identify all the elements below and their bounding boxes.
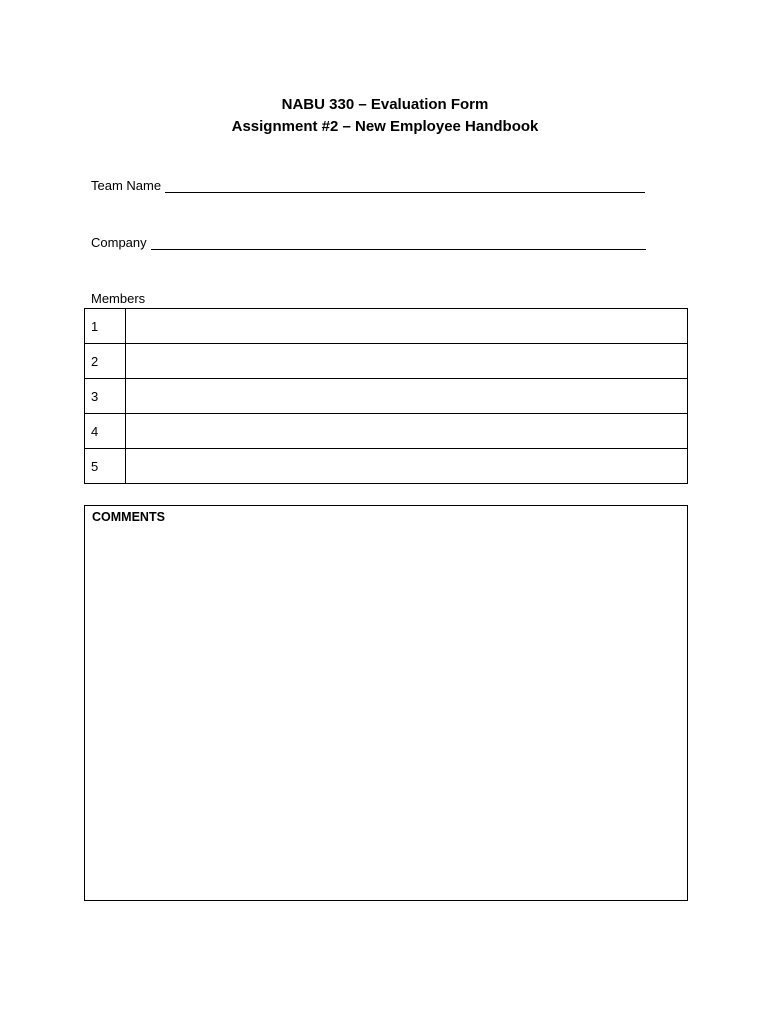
table-row [85,449,688,484]
members-label: Members [91,291,146,306]
comments-box[interactable] [84,505,688,901]
team-name-field [91,178,645,193]
member-name-cell[interactable] [126,449,688,484]
member-name-cell[interactable] [126,344,688,379]
member-number: 3 [85,379,126,414]
member-number: 4 [85,414,126,449]
company-field [91,235,646,250]
table-row [85,344,688,379]
member-number: 2 [85,344,126,379]
form-subtitle: Assignment #2 – New Employee Handbook [231,118,539,135]
table-row [85,379,688,414]
member-name-cell[interactable] [126,309,688,344]
table-row [85,414,688,449]
team-name-line[interactable] [165,178,645,193]
form-header [0,94,770,138]
comments-label: COMMENTS [92,510,165,524]
company-label: Company [91,235,147,250]
member-name-cell[interactable] [126,379,688,414]
company-line[interactable] [151,235,646,250]
member-number: 1 [85,309,126,344]
table-row [85,309,688,344]
members-table [84,308,688,484]
member-number: 5 [85,449,126,484]
form-title: NABU 330 – Evaluation Form [281,96,489,113]
team-name-label: Team Name [91,178,162,193]
member-name-cell[interactable] [126,414,688,449]
